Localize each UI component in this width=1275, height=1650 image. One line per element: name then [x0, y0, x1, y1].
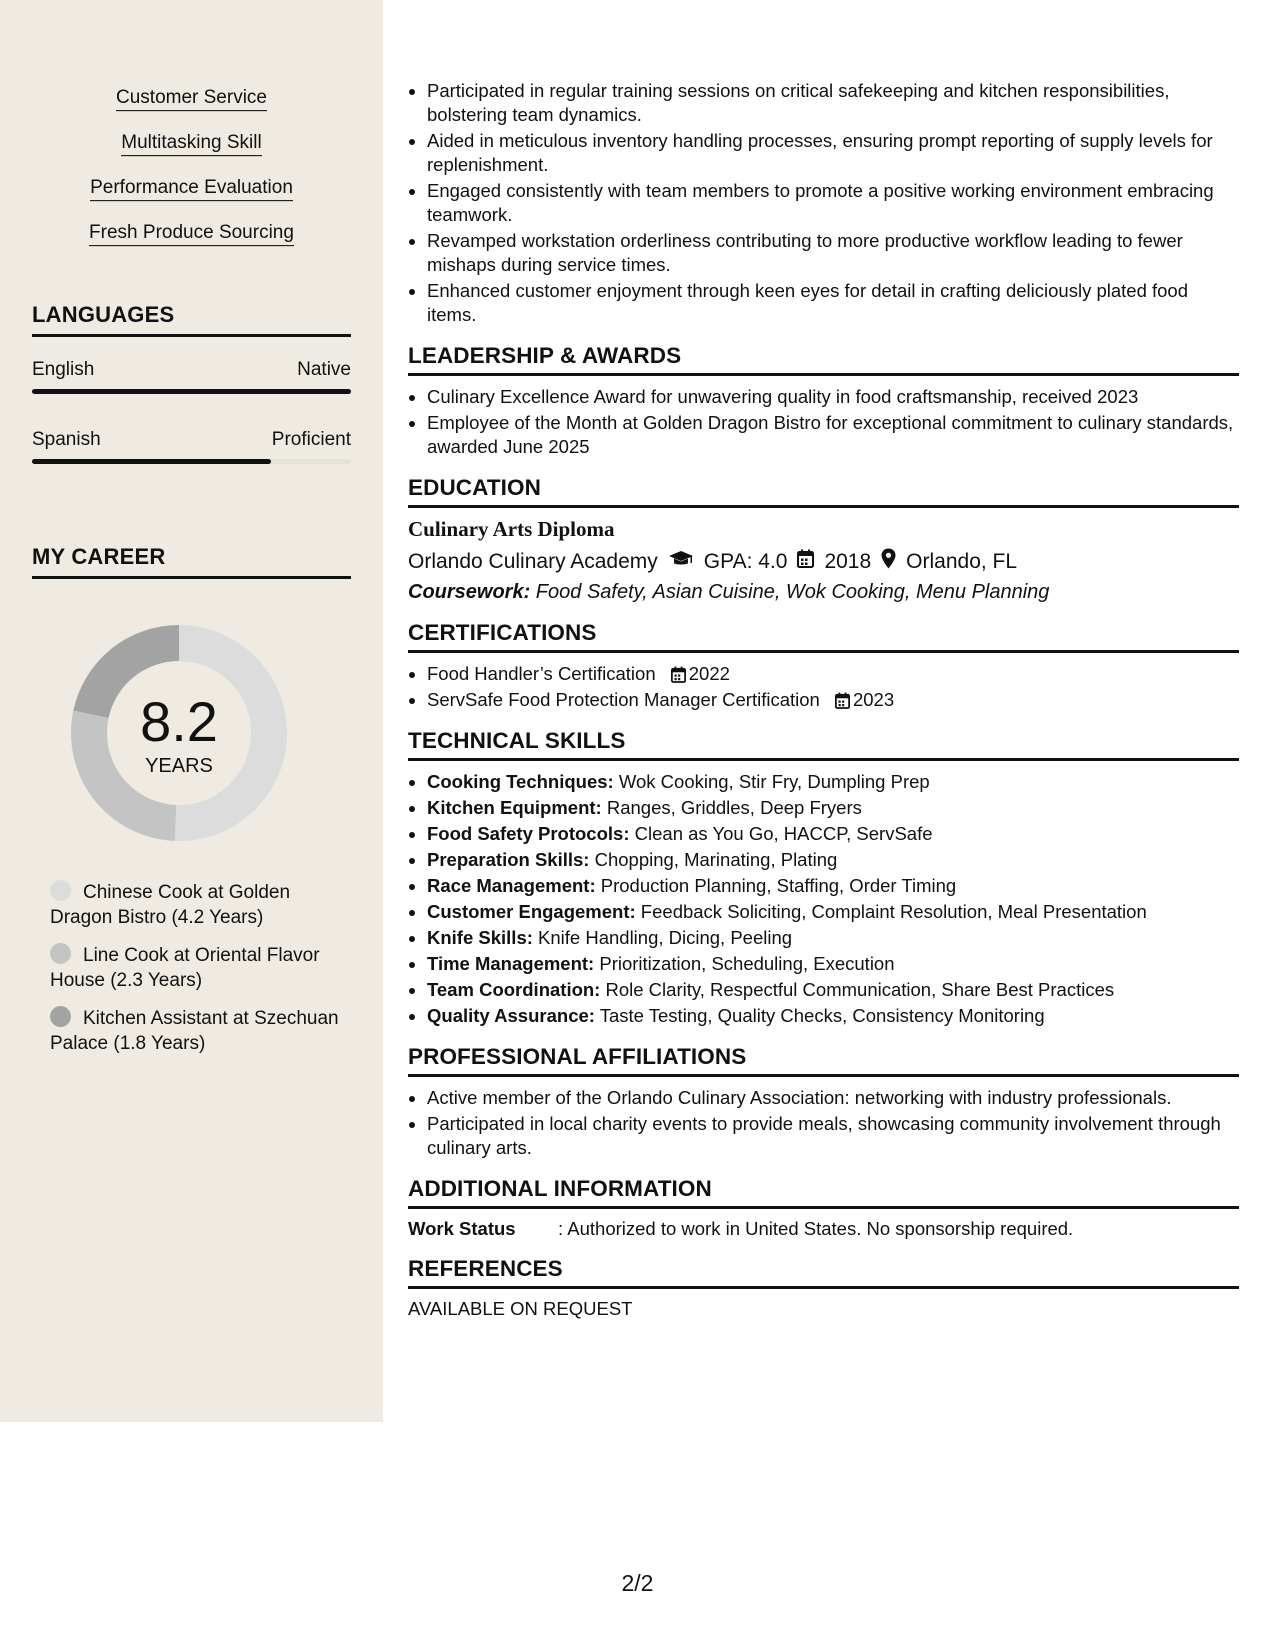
- certification-name: Food Handler’s Certification: [427, 663, 656, 684]
- experience-bullet: • Participated in regular training sessions on critical safekeeping and kitchen responsibilities, bolstering team dynamics.: [427, 79, 1239, 127]
- work-status-row: [408, 1218, 1239, 1240]
- career-legend-item: Chinese Cook at Golden Dragon Bistro (4.2 Years): [50, 882, 291, 928]
- education-school: Orlando Culinary Academy: [408, 549, 658, 573]
- certification-item: [427, 662, 1239, 686]
- education-degree: Culinary Arts Diploma: [408, 517, 615, 541]
- language-bar-fill: [32, 389, 351, 394]
- page-number: 2/2: [621, 1570, 654, 1596]
- legend-dot-icon: [50, 943, 71, 964]
- skill-item: Fresh Produce Sourcing: [0, 221, 383, 266]
- language-bar-english: [32, 389, 351, 394]
- legend-dot-icon: [50, 880, 71, 901]
- affiliations-heading: PROFESSIONAL AFFILIATIONS: [408, 1044, 1239, 1077]
- additional-info-heading: ADDITIONAL INFORMATION: [408, 1176, 1239, 1209]
- language-name: English: [32, 359, 95, 380]
- skills-list: [0, 86, 383, 266]
- language-row-english: [32, 359, 351, 381]
- affiliation-item: • Participated in local charity events to provide meals, showcasing community involvement through culinary arts.: [427, 1112, 1239, 1160]
- language-level: Proficient: [271, 429, 351, 450]
- career-heading: MY CAREER: [32, 544, 351, 579]
- graduation-cap-icon: [668, 550, 694, 574]
- technical-skill-item: • Customer Engagement: Feedback Soliciting, Complaint Resolution, Meal Presentation: [427, 900, 1239, 924]
- technical-skill-item: • Food Safety Protocols: Clean as You Go, HACCP, ServSafe: [427, 822, 1239, 846]
- language-level: Native: [297, 359, 351, 380]
- affiliations-list: [408, 1086, 1239, 1160]
- education-location: Orlando, FL: [906, 549, 1018, 573]
- calendar-icon: [797, 549, 814, 574]
- award-item: • Culinary Excellence Award for unwavering quality in food craftsmanship, received 2023: [427, 385, 1239, 409]
- main-content: [408, 79, 1239, 1320]
- education-gpa: GPA: 4.0: [703, 549, 788, 573]
- sidebar: [0, 0, 383, 1422]
- skill-item: Performance Evaluation: [0, 176, 383, 221]
- language-name: Spanish: [32, 429, 101, 450]
- certifications-heading: CERTIFICATIONS: [408, 620, 1239, 653]
- career-legend-item: Kitchen Assistant at Szechuan Palace (1.8 Years): [50, 1008, 339, 1054]
- technical-skill-item: • Kitchen Equipment: Ranges, Griddles, Deep Fryers: [427, 796, 1239, 820]
- location-pin-icon: [881, 548, 896, 575]
- legend-dot-icon: [50, 1006, 71, 1027]
- leadership-list: [408, 385, 1239, 459]
- career-total-unit: YEARS: [145, 755, 213, 777]
- education-heading: EDUCATION: [408, 475, 1239, 508]
- technical-skill-item: • Time Management: Prioritization, Scheduling, Execution: [427, 952, 1239, 976]
- career-legend: [50, 880, 340, 1069]
- technical-skill-item: • Knife Skills: Knife Handling, Dicing, Peeling: [427, 926, 1239, 950]
- experience-bullets: [408, 79, 1239, 327]
- technical-skills-heading: TECHNICAL SKILLS: [408, 728, 1239, 761]
- language-bar-fill: [32, 459, 271, 464]
- leadership-heading: LEADERSHIP & AWARDS: [408, 343, 1239, 376]
- certification-year: 2023: [835, 689, 894, 710]
- technical-skill-item: • Race Management: Production Planning, Staffing, Order Timing: [427, 874, 1239, 898]
- work-status-value: : Authorized to work in United States. No sponsorship required.: [558, 1218, 1074, 1239]
- experience-bullet: • Revamped workstation orderliness contributing to more productive workflow leading to fewer mishaps during service times.: [427, 229, 1239, 277]
- career-total-years: 8.2: [140, 690, 218, 753]
- experience-bullet: • Engaged consistently with team members to promote a positive working environment embracing teamwork.: [427, 179, 1239, 227]
- language-row-spanish: [32, 429, 351, 451]
- references-heading: REFERENCES: [408, 1256, 1239, 1289]
- technical-skill-item: • Team Coordination: Role Clarity, Respectful Communication, Share Best Practices: [427, 978, 1239, 1002]
- education-details: [408, 548, 1239, 575]
- skill-item: Customer Service: [0, 86, 383, 131]
- work-status-label: Work Status: [408, 1218, 516, 1239]
- calendar-icon: [835, 692, 850, 709]
- certification-year: 2022: [671, 663, 730, 684]
- technical-skill-item: • Cooking Techniques: Wok Cooking, Stir Fry, Dumpling Prep: [427, 770, 1239, 794]
- calendar-icon: [671, 666, 686, 683]
- languages-heading: LANGUAGES: [32, 302, 351, 337]
- technical-skills-list: [408, 770, 1239, 1028]
- technical-skill-item: • Quality Assurance: Taste Testing, Quality Checks, Consistency Monitoring: [427, 1004, 1239, 1028]
- education-year: 2018: [824, 549, 872, 573]
- coursework-value: Food Safety, Asian Cuisine, Wok Cooking, Menu Planning: [530, 581, 1050, 603]
- affiliation-item: • Active member of the Orlando Culinary Association: networking with industry professionals.: [427, 1086, 1239, 1110]
- references-text: AVAILABLE ON REQUEST: [408, 1298, 633, 1319]
- certifications-list: [408, 662, 1239, 712]
- coursework-label: Coursework:: [408, 581, 531, 603]
- experience-bullet: • Aided in meticulous inventory handling processes, ensuring prompt reporting of supply levels for replenishment.: [427, 129, 1239, 177]
- experience-bullet: • Enhanced customer enjoyment through keen eyes for detail in crafting deliciously plated food items.: [427, 279, 1239, 327]
- career-legend-item: Line Cook at Oriental Flavor House (2.3 Years): [50, 945, 320, 991]
- award-item: • Employee of the Month at Golden Dragon Bistro for exceptional commitment to culinary standards, awarded June 2025: [427, 411, 1239, 459]
- certification-item: [427, 688, 1239, 712]
- certification-name: ServSafe Food Protection Manager Certification: [427, 689, 820, 710]
- language-bar-spanish: [32, 459, 351, 464]
- skill-item: Multitasking Skill: [0, 131, 383, 176]
- technical-skill-item: • Preparation Skills: Chopping, Marinating, Plating: [427, 848, 1239, 872]
- education-coursework: [408, 581, 1239, 604]
